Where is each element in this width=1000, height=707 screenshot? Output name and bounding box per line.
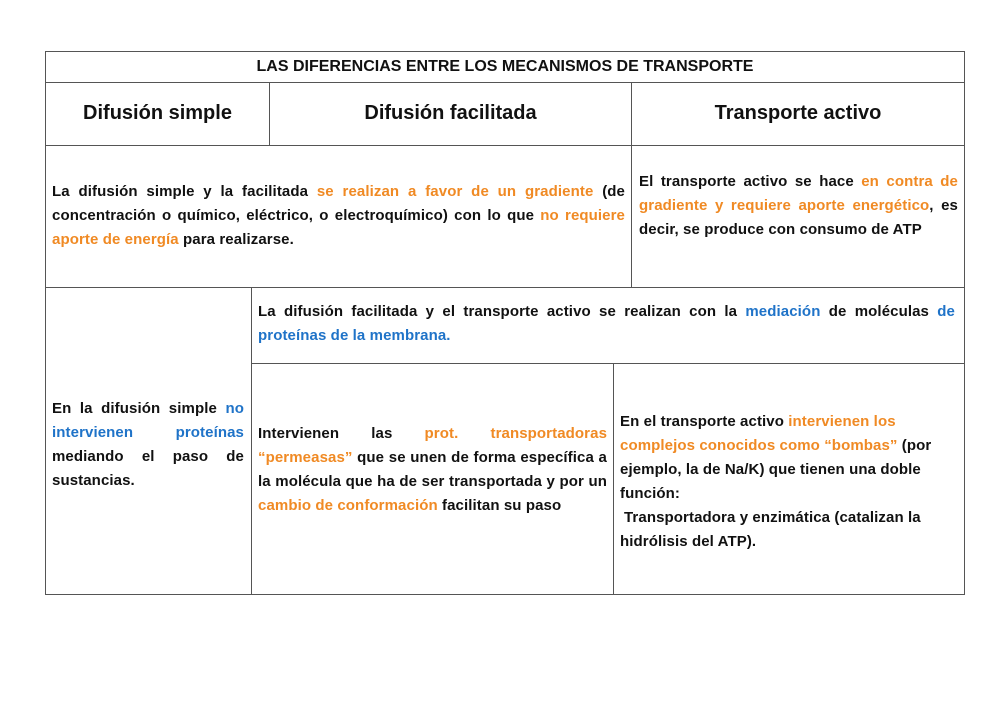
cell-gradiente-favor (52, 180, 625, 252)
text: para realizarse. (178, 231, 294, 248)
text: de moléculas (820, 303, 938, 320)
text: En la difusión simple (52, 400, 226, 417)
highlight: de proteínas de la membrana. (258, 303, 955, 344)
text: , es decir, se produce con consumo de ATP (639, 197, 958, 238)
highlight: en contra de gradiente y requiere aporte energético (639, 173, 958, 214)
border-bottom (45, 594, 965, 595)
cell-simple-proteinas (52, 397, 244, 493)
cell-mediacion-proteinas (258, 300, 955, 348)
text: mediando el paso de sustancias. (52, 448, 244, 489)
divider-col-row2b (613, 363, 614, 594)
header-difusion-simple: Difusión simple (83, 102, 232, 124)
table-title: LAS DIFERENCIAS ENTRE LOS MECANISMOS DE TRANSPORTE (256, 58, 754, 75)
text: Transportadora y enzimática (catalizan la hidrólisis del ATP). (620, 509, 921, 550)
highlight: no requiere aporte de energía (52, 207, 625, 248)
header-transporte-activo: Transporte activo (714, 102, 882, 124)
divider-header (45, 145, 965, 146)
text: La difusión simple y la facilitada (52, 183, 317, 200)
highlight: intervienen los complejos conocidos como “bombas” (620, 413, 898, 454)
header-difusion-facilitada: Difusión facilitada (364, 102, 537, 124)
highlight: se realizan a favor de un gradiente (316, 183, 594, 200)
highlight: prot. transportadoras “permeasas” (258, 425, 608, 466)
divider-shared (251, 363, 965, 364)
text: La difusión facilitada y el transporte activo se realizan con la (258, 303, 746, 320)
text: (de concentración o químico, eléctrico, o electroquímico) con lo que (52, 183, 625, 224)
text: facilitan su paso (437, 497, 562, 514)
text: Intervienen las (258, 425, 425, 442)
divider-col-row2 (251, 287, 252, 594)
cell-bombas (620, 410, 956, 554)
border-right (964, 51, 965, 595)
cell-gradiente-contra (639, 170, 958, 242)
text: que se unen de forma específica a la molécula que ha de ser transportada y por un (258, 449, 607, 490)
text: (por ejemplo, la de Na/K) que tienen una doble función: (620, 437, 932, 502)
highlight: mediación (745, 303, 821, 320)
divider-row1 (45, 287, 965, 288)
text: El transporte activo se hace (639, 173, 862, 190)
cell-permeasas (258, 422, 607, 518)
highlight: no intervienen proteínas (52, 400, 244, 441)
text: En el transporte activo (620, 413, 789, 430)
highlight: cambio de conformación (258, 497, 438, 514)
